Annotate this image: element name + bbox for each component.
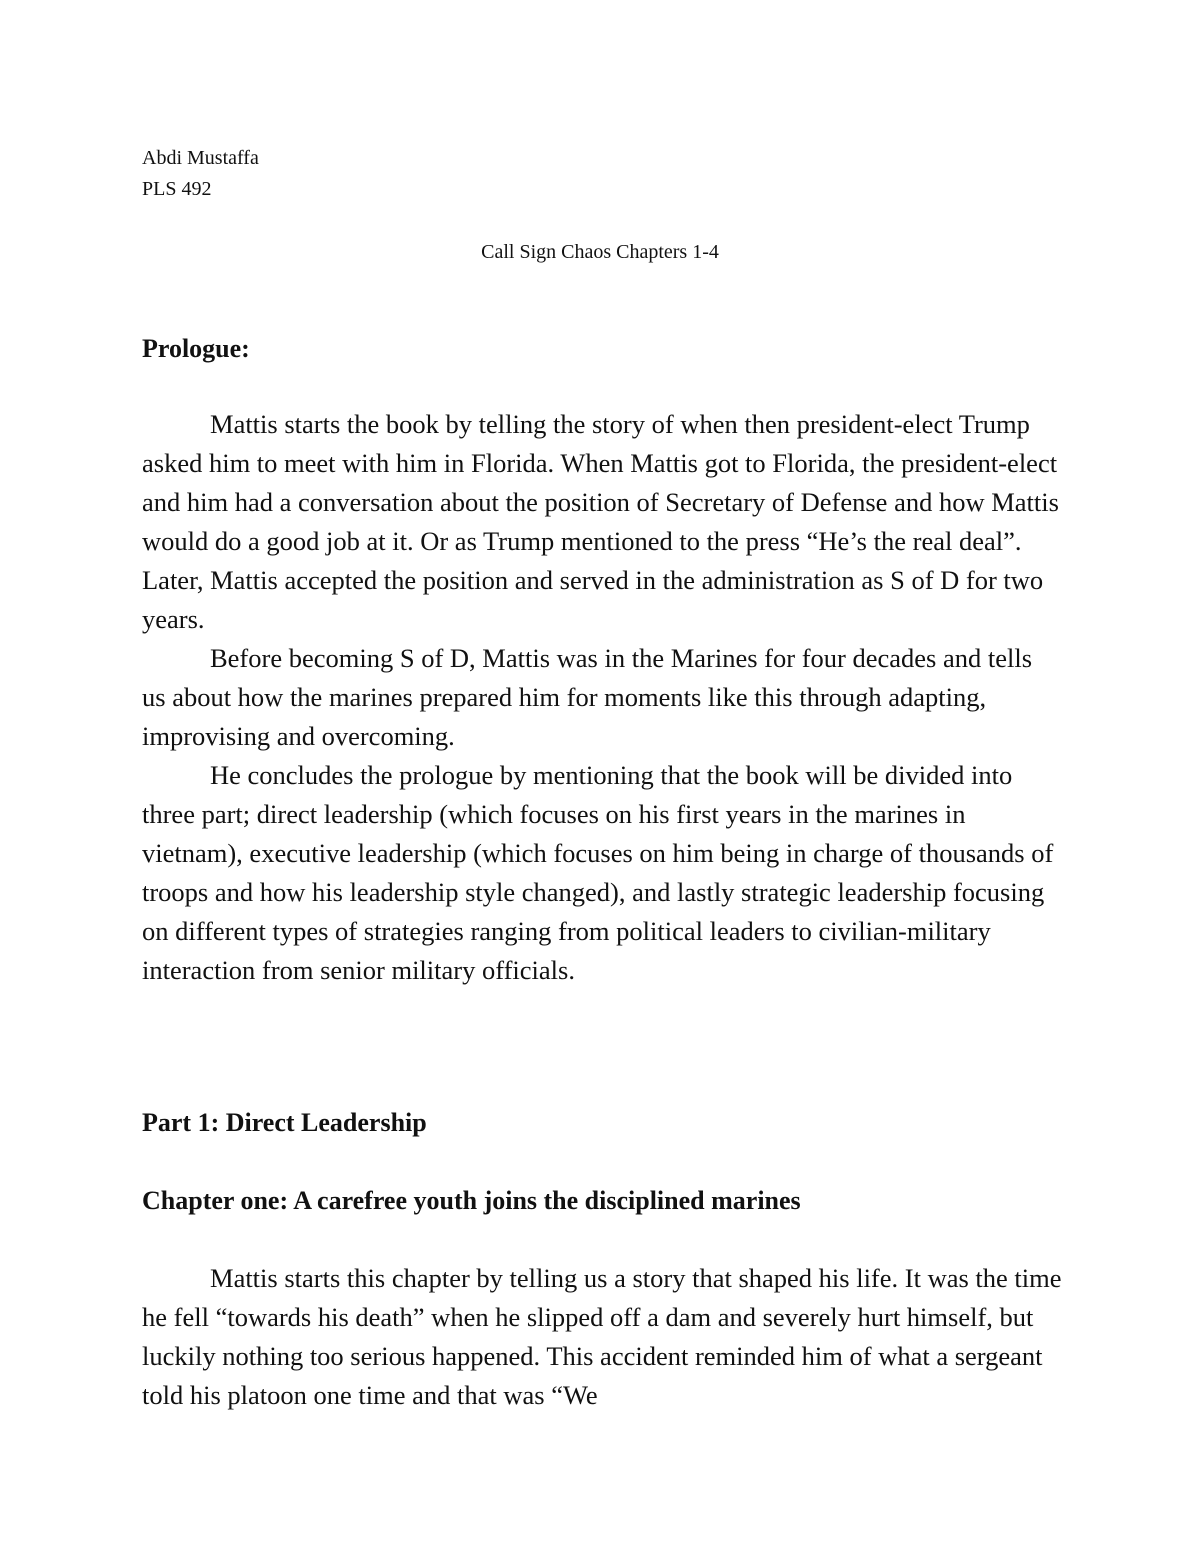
prologue-paragraph-1: Mattis starts the book by telling the story of when then president-elect Trump asked him to meet with him in Florida. When Mattis got to Florida, the president-elect and him had a conversation about the position of Secretary of Defense and how Mattis would do a good job at it. Or as Trump mentioned to the press “He’s the real deal”. Later, Mattis accepted the position and served in the administration as S of D for two years.	[142, 409, 1059, 634]
prologue-body	[142, 405, 1062, 990]
chapter1-heading: Chapter one: A carefree youth joins the disciplined marines	[142, 1186, 801, 1215]
chapter1-body	[142, 1259, 1062, 1415]
document-title: Call Sign Chaos Chapters 1-4	[481, 241, 719, 263]
chapter1-paragraph-1: Mattis starts this chapter by telling us a story that shaped his life. It was the time he fell “towards his death” when he slipped off a dam and severely hurt himself, but luckily nothing too serious happened. This accident reminded him of what a sergeant told his platoon one time and that was “We	[142, 1263, 1062, 1410]
prologue-heading: Prologue:	[142, 334, 250, 363]
course-code: PLS 492	[142, 178, 212, 200]
part1-heading: Part 1: Direct Leadership	[142, 1108, 427, 1137]
prologue-paragraph-2: Before becoming S of D, Mattis was in the Marines for four decades and tells us about how the marines prepared him for moments like this through adapting, improvising and overcoming.	[142, 643, 1033, 751]
author-name: Abdi Mustaffa	[142, 147, 259, 169]
prologue-paragraph-3: He concludes the prologue by mentioning that the book will be divided into three part; direct leadership (which focuses on his first years in the marines in vietnam), executive leadership (which focuses on him being in charge of thousands of troops and how his leadership style changed), and lastly strategic leadership focusing on different types of strategies ranging from political leaders to civilian-military interaction from senior military officials.	[142, 760, 1054, 985]
